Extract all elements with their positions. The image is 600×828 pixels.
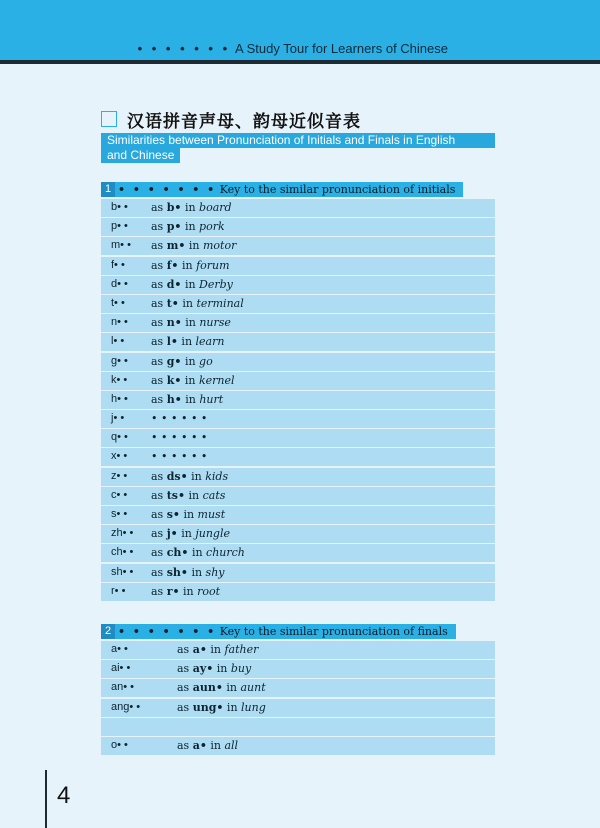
english-equivalent [151,546,245,559]
initial-label: m• • [111,239,131,252]
english-equivalent [177,643,258,656]
example-word: jungle [195,527,230,541]
english-equivalent [151,489,225,502]
english-equivalent [177,662,251,675]
section1-heading [101,182,463,197]
example-eng: ay• [192,662,214,676]
table-row [101,199,495,217]
english-equivalent [151,585,220,598]
example-as: as [151,469,164,483]
example-word: must [197,508,226,521]
example-word: shy [205,565,225,579]
example-word: hurt [199,392,224,406]
example-in: in [184,373,196,387]
section2-title: Key to the similar pronunciation of finals [219,625,448,638]
example-word: Derby [199,277,233,291]
table-row [101,410,495,428]
example-in: in [191,546,203,560]
running-title [138,41,448,56]
header-dots: • • • • • • • [137,41,231,56]
section2-dots: • • • • • • • [118,625,217,638]
example-word: church [206,546,245,560]
table-row [101,679,495,697]
example-as: as [177,662,190,676]
table-row [101,314,495,332]
final-label: a• • [111,643,128,655]
example-as: as [151,392,164,406]
example-in: in [188,239,200,253]
example-as: • • • • • • [151,431,208,445]
initial-label: d• • [111,277,128,290]
example-in: in [181,335,193,349]
english-equivalent [151,335,224,348]
example-in: in [226,681,237,695]
english-equivalent [151,259,230,272]
english-equivalent [177,681,266,694]
example-word: lung [241,700,266,714]
example-word: kids [205,469,229,483]
initial-label: n• • [111,316,128,329]
example-eng: f• [166,258,179,272]
section1-dots: • • • • • • • [118,183,217,196]
english-equivalent [151,527,230,540]
table-row [101,525,495,543]
table-row [101,737,495,755]
initial-label: q• • [111,431,128,444]
example-word: go [199,354,213,368]
example-as: as [151,335,164,349]
example-word: pork [199,220,225,234]
english-equivalent [151,566,225,579]
initial-label: g• • [111,354,128,367]
example-eng: ts• [166,488,186,502]
running-title-text: A Study Tour for Learners of Chinese [235,41,448,56]
example-word: motor [202,239,237,253]
table-row [101,237,495,255]
example-in: in [183,584,194,598]
example-as: as [151,584,164,598]
example-as: as [151,508,164,521]
example-eng: b• [166,201,182,214]
table-row [101,448,495,466]
section1-title: Key to the similar pronunciation of initials [219,183,456,196]
table-row [101,718,495,736]
example-word: buy [230,662,252,676]
initial-label: c• • [111,488,128,501]
table-row [101,583,495,601]
example-word: cats [202,488,226,502]
example-as: as [151,488,164,502]
english-equivalent [151,431,207,444]
header-rule [0,60,600,64]
example-word: forum [196,258,230,272]
english-equivalent [151,450,207,463]
table-row [101,660,495,678]
example-eng: a• [192,643,207,656]
subtitle-english [101,133,495,163]
section2-heading [101,624,456,639]
initial-label: b• • [111,201,128,213]
example-eng: ung• [192,700,224,714]
english-equivalent [177,701,266,714]
page-number: 4 [57,782,71,809]
example-in: in [181,258,193,272]
page-number-rule [45,770,47,828]
example-in: in [216,662,228,676]
initial-label: r• • [111,584,126,597]
example-as: as [151,546,164,560]
example-as: as [151,239,164,253]
example-eng: p• [166,220,182,234]
example-eng: a• [192,738,207,752]
initials-table [101,199,495,602]
example-as: as [177,700,190,714]
initial-label: s• • [111,508,128,520]
example-eng: k• [166,373,182,387]
subtitle-line1: Similarities between Pronunciation of Initials and Finals in English [101,133,495,148]
checkbox-square-icon [101,111,117,127]
example-as: as [177,643,190,656]
subtitle-line2: and Chinese [101,148,180,163]
example-word: kernel [198,373,235,387]
english-equivalent [151,220,225,233]
english-equivalent [151,470,228,483]
section2-number: 2 [101,624,115,639]
example-word: all [224,738,239,752]
english-equivalent [151,412,207,425]
example-in: in [191,565,203,579]
table-row [101,391,495,409]
table-row [101,468,495,486]
example-as: as [151,296,164,310]
initial-label: k• • [111,373,128,386]
section1-number: 1 [101,182,115,197]
example-eng: sh• [166,565,188,579]
table-row [101,218,495,236]
example-as: as [177,681,190,695]
final-label: ai• • [111,662,131,675]
example-in: in [185,316,196,330]
english-equivalent [151,393,223,406]
example-word: learn [195,335,225,349]
english-equivalent [151,316,231,329]
example-in: in [184,277,196,291]
initial-label: j• • [111,412,125,425]
example-eng: m• [166,239,186,253]
example-as: as [177,738,190,752]
example-in: in [181,527,192,541]
table-row [101,257,495,275]
example-in: in [184,201,196,214]
example-eng: aun• [192,681,223,695]
english-equivalent [151,201,232,214]
english-equivalent [151,278,233,291]
example-eng: l• [166,335,178,349]
english-equivalent [151,374,235,387]
page-title [101,108,361,130]
example-eng: ds• [166,469,188,483]
english-equivalent [151,355,213,368]
example-in: in [184,220,196,234]
initial-label: z• • [111,469,128,482]
example-in: in [226,700,238,714]
final-label: o• • [111,738,128,751]
example-in: in [210,738,221,752]
example-as: as [151,220,164,234]
example-as: • • • • • • [151,450,208,464]
initial-label: l• • [111,335,125,348]
example-eng: h• [166,392,182,406]
table-row [101,353,495,371]
example-in: in [210,643,221,656]
table-row [101,641,495,659]
example-as: as [151,258,164,272]
english-equivalent [177,739,238,752]
table-row [101,544,495,562]
example-as: as [151,527,164,541]
initial-label: x• • [111,450,128,463]
example-in: in [183,508,195,521]
initial-label: sh• • [111,565,134,578]
example-eng: n• [166,316,182,330]
finals-table [101,641,495,756]
example-eng: t• [166,296,179,310]
example-as: as [151,201,164,214]
example-eng: g• [166,354,182,368]
example-word: nurse [199,316,231,330]
table-row [101,429,495,447]
table-row [101,506,495,524]
example-as: as [151,354,164,368]
table-row [101,372,495,390]
table-row [101,699,495,717]
english-equivalent [151,508,225,521]
example-word: father [224,643,259,656]
example-word: root [197,584,221,598]
initial-label: zh• • [111,527,134,540]
table-row [101,276,495,294]
example-in: in [185,392,196,406]
example-eng: d• [166,277,182,291]
table-row [101,333,495,351]
example-as: • • • • • • [151,412,208,426]
example-word: terminal [196,296,244,310]
initial-label: h• • [111,392,128,405]
final-label: an• • [111,681,134,694]
example-as: as [151,316,164,330]
initial-label: ch• • [111,546,134,559]
example-as: as [151,277,164,291]
example-in: in [182,296,193,310]
example-as: as [151,373,164,387]
example-eng: ch• [166,546,189,560]
initial-label: f• • [111,258,125,271]
table-row [101,487,495,505]
example-in: in [188,488,200,502]
initial-label: p• • [111,220,128,233]
final-label: ang• • [111,700,141,713]
example-as: as [151,565,164,579]
example-in: in [191,469,202,483]
table-row [101,295,495,313]
example-eng: s• [166,508,180,521]
example-in: in [184,354,196,368]
example-word: aunt [240,681,266,695]
table-row [101,564,495,582]
initial-label: t• • [111,296,125,309]
english-equivalent [151,297,244,310]
title-chinese: 汉语拼音声母、韵母近似音表 [127,111,361,132]
example-word: board [199,201,232,214]
example-eng: j• [166,527,178,541]
example-eng: r• [166,584,180,598]
english-equivalent [151,239,236,252]
